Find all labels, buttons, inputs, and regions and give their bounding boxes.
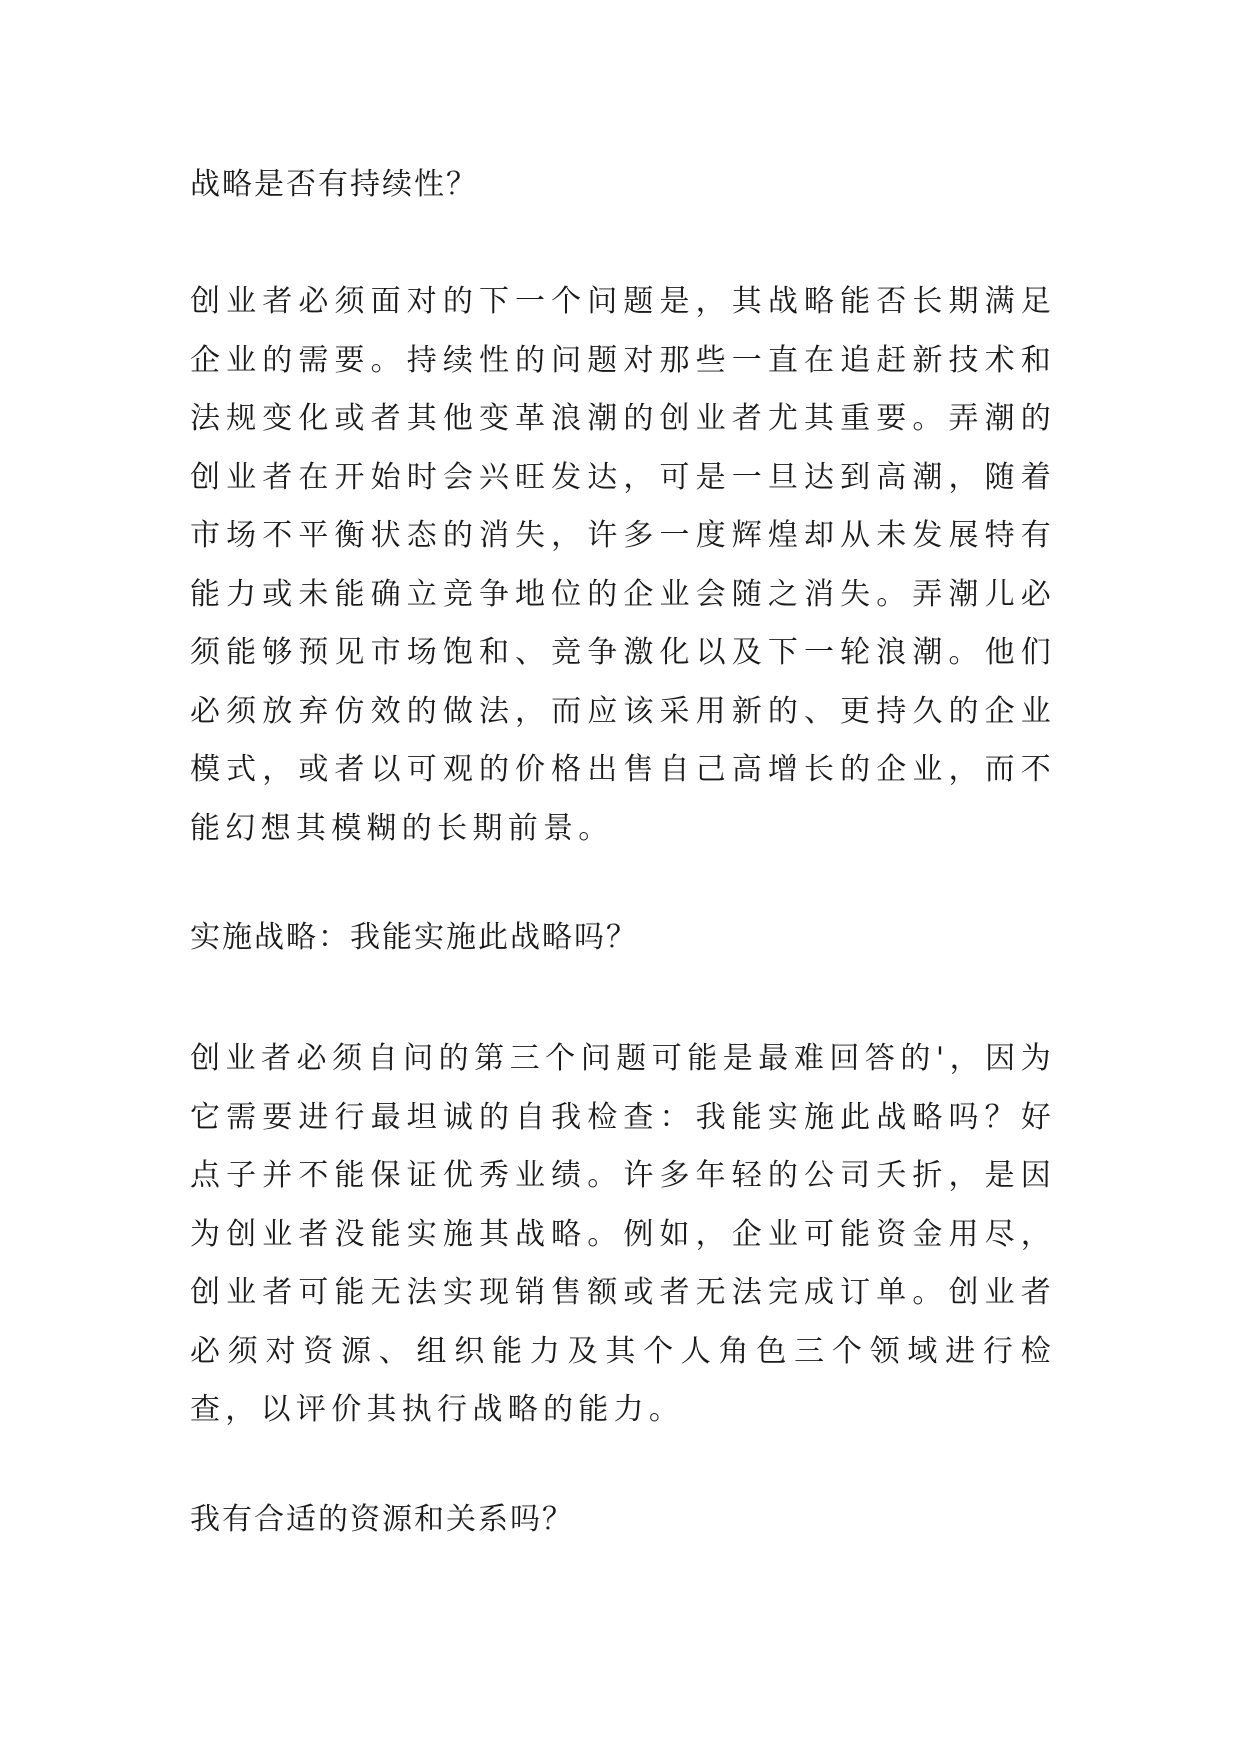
document-body [190, 155, 1056, 1550]
paragraph-implementation: 创业者必须自问的第三个问题可能是最难回答的'，因为它需要进行最坦诚的自我检查：我能实施此战略吗？好点子并不能保证优秀业绩。许多年轻的公司夭折，是因为创业者没能实施其战略。例如，企业可能资金用尽，创业者可能无法实现销售额或者无法完成订单。创业者必须对资源、组织能力及其个人角色三个领域进行检查，以评价其执行战略的能力。 [190, 1041, 1056, 1427]
section-heading-sustainability: 战略是否有持续性？ [190, 167, 478, 202]
paragraph-sustainability: 创业者必须面对的下一个问题是，其战略能否长期满足企业的需要。持续性的问题对那些一直在追赶新技术和法规变化或者其他变革浪潮的创业者尤其重要。弄潮的创业者在开始时会兴旺发达，可是一旦达到高潮，随着市场不平衡状态的消失，许多一度辉煌却从未发展特有能力或未能确立竞争地位的企业会随之消失。弄潮儿必须能够预见市场饱和、竞争激化以及下一轮浪潮。他们必须放弃仿效的做法，而应该采用新的、更持久的企业模式，或者以可观的价格出售自己高增长的企业，而不能幻想其模糊的长期前景。 [190, 284, 1056, 846]
section-heading-implementation: 实施战略：我能实施此战略吗？ [190, 920, 638, 955]
section-heading-resources: 我有合适的资源和关系吗？ [190, 1501, 574, 1537]
